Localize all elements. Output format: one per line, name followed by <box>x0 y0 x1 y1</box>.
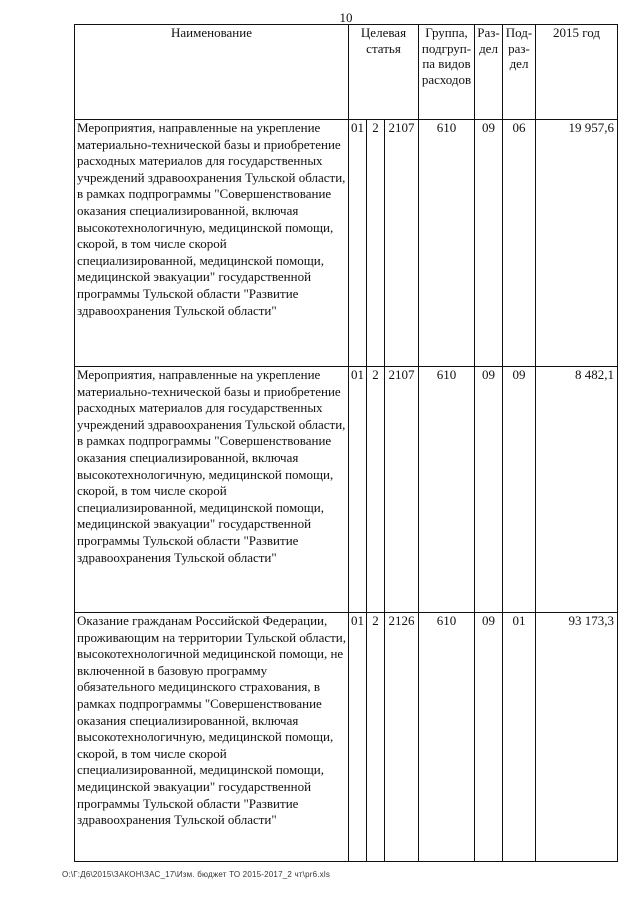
row-code-a: 01 <box>349 367 367 613</box>
header-year: 2015 год <box>536 25 618 120</box>
row-section: 09 <box>475 367 503 613</box>
row-code-a: 01 <box>349 120 367 367</box>
row-code-c: 2107 <box>385 367 419 613</box>
footer-file-path: O:\Г:Д6\2015\ЗАКОН\ЗАС_17\Изм. бюджет ТО 2015-2017_2 чт\pr6.xls <box>62 870 331 879</box>
row-section: 09 <box>475 120 503 367</box>
budget-table <box>74 24 618 862</box>
row-code-b: 2 <box>367 613 385 862</box>
table-row <box>75 367 618 613</box>
row-subsection: 01 <box>503 613 536 862</box>
row-name: Оказание гражданам Российской Федерации, проживающим на территории Тульской области, высокотехнологичной медицинской помощи, не включенной в базовую программу обязательного медицинского страхования, в рамках подпрограммы "Совершенствование оказания специализированной, включая высокотехнологичную, медицинской помощи, скорой, в том числе скорой специализированной, медицинской помощи, медицинской эвакуации" государственной программы Тульской области "Развитие здравоохранения Тульской области" <box>75 613 349 862</box>
row-expense-group: 610 <box>419 120 475 367</box>
row-subsection: 09 <box>503 367 536 613</box>
row-expense-group: 610 <box>419 367 475 613</box>
header-subsection: Под-раз-дел <box>503 25 536 120</box>
row-amount: 8 482,1 <box>536 367 618 613</box>
row-code-b: 2 <box>367 120 385 367</box>
header-name: Наименование <box>75 25 349 120</box>
page-number: 10 <box>339 10 353 25</box>
header-row <box>75 25 618 120</box>
header-target-article: Целевая статья <box>349 25 419 120</box>
table-row <box>75 120 618 367</box>
row-amount: 19 957,6 <box>536 120 618 367</box>
row-section: 09 <box>475 613 503 862</box>
row-amount: 93 173,3 <box>536 613 618 862</box>
table-row <box>75 613 618 862</box>
row-name: Мероприятия, направленные на укрепление материально-технической базы и приобретение расходных материалов для государственных учреждений здравоохранения Тульской области, в рамках подпрограммы "Совершенствование оказания специализированной, включая высокотехнологичную, медицинской помощи, скорой, в том числе скорой специализированной, медицинской помощи, медицинской эвакуации" государственной программы Тульской области "Развитие здравоохранения Тульской области" <box>75 367 349 613</box>
row-code-c: 2107 <box>385 120 419 367</box>
row-code-a: 01 <box>349 613 367 862</box>
row-code-b: 2 <box>367 367 385 613</box>
header-expense-group: Группа, подгруп-па видов расходов <box>419 25 475 120</box>
header-section: Раз-дел <box>475 25 503 120</box>
row-subsection: 06 <box>503 120 536 367</box>
row-expense-group: 610 <box>419 613 475 862</box>
row-name: Мероприятия, направленные на укрепление материально-технической базы и приобретение расходных материалов для государственных учреждений здравоохранения Тульской области, в рамках подпрограммы "Совершенствование оказания специализированной, включая высокотехнологичную, медицинской помощи, скорой, в том числе скорой специализированной, медицинской помощи, медицинской эвакуации" государственной программы Тульской области "Развитие здравоохранения Тульской области" <box>75 120 349 367</box>
row-code-c: 2126 <box>385 613 419 862</box>
